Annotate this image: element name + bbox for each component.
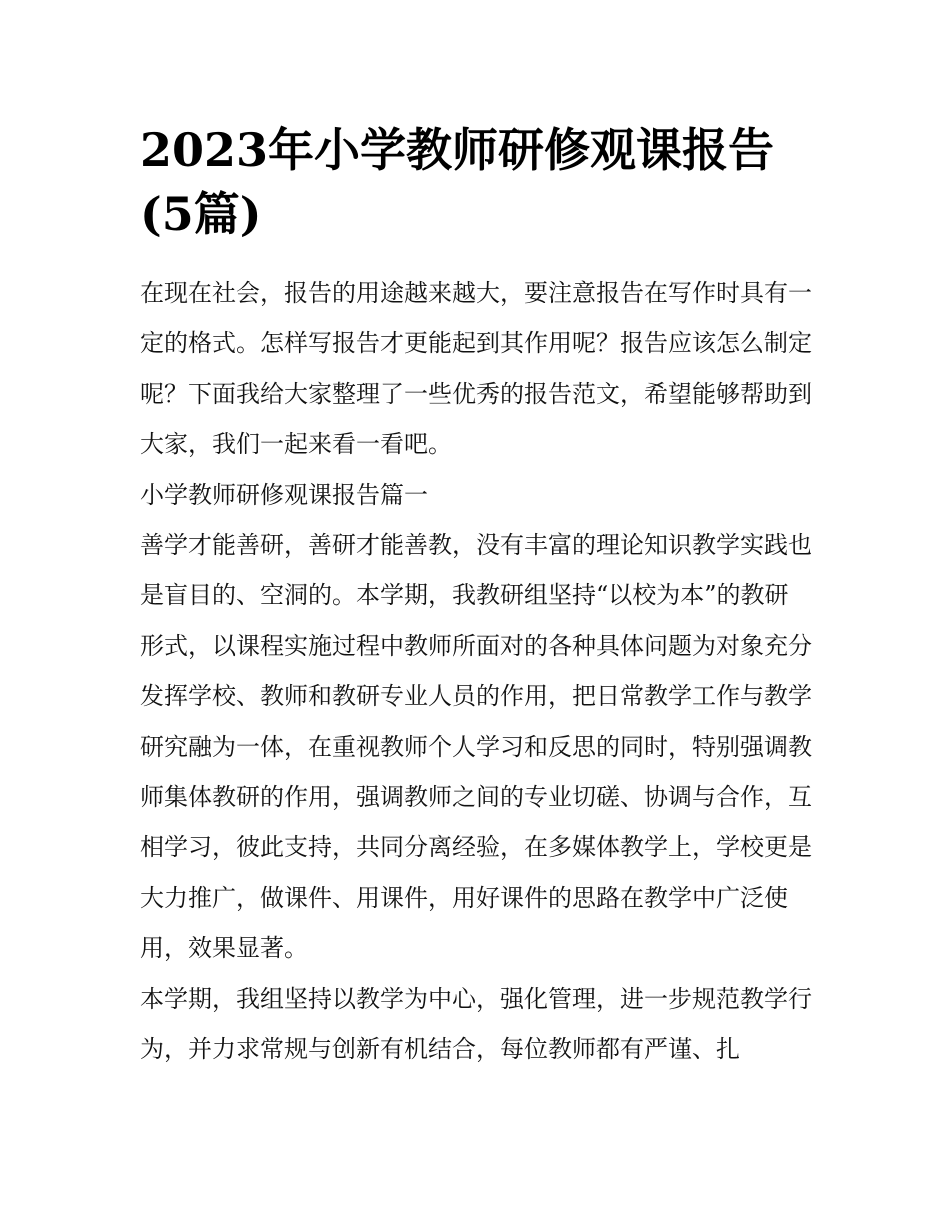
body-paragraph: 本学期，我组坚持以教学为中心，强化管理，进一步规范教学行为，并力求常规与创新有机结合，每位教师都有严谨、扎 bbox=[140, 984, 812, 1064]
document-body bbox=[140, 118, 812, 1075]
body-paragraph: 善学才能善研，善研才能善教，没有丰富的理论知识教学实践也是盲目的、空洞的。本学期，我教研组坚持“以校为本”的教研形式，以课程实施过程中教师所面对的各种具体问题为对象充分发挥学校、教师和教研专业人员的作用，把日常教学工作与教学研究融为一体，在重视教师个人学习和反思的同时，特别强调教师集体教研的作用，强调教师之间的专业切磋、协调与合作，互相学习，彼此支持，共同分离经验，在多媒体教学上，学校更是大力推广，做课件、用课件，用好课件的思路在教学中广泛使用，效果显著。 bbox=[140, 531, 812, 963]
document-title: 2023年小学教师研修观课报告(5篇) bbox=[140, 123, 775, 241]
intro-paragraph: 在现在社会，报告的用途越来越大，要注意报告在写作时具有一定的格式。怎样写报告才更能起到其作用呢？报告应该怎么制定呢？下面我给大家整理了一些优秀的报告范文，希望能够帮助到大家，我们一起来看一看吧。 bbox=[140, 279, 812, 459]
section-heading: 小学教师研修观课报告篇一 bbox=[140, 480, 428, 509]
